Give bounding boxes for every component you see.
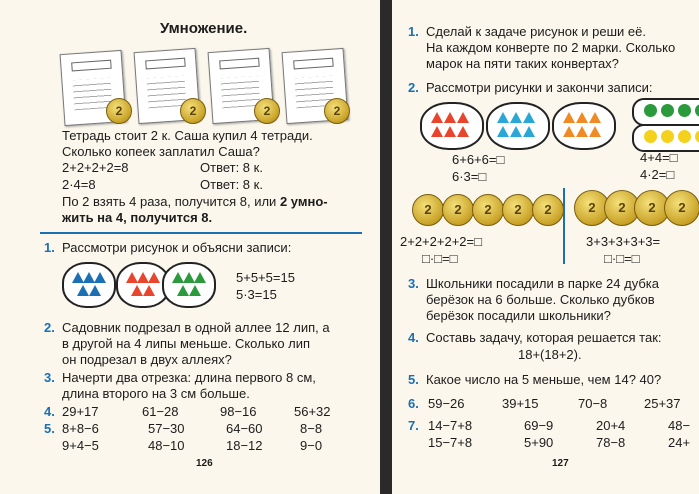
exercise-text: марок на пяти таких конвертах? [426, 56, 619, 71]
exercise-text: он подрезал в двух аллеях? [62, 352, 232, 367]
answer-text: Ответ: 8 к. [200, 177, 263, 192]
exercise-text: берёзок посадили школьники? [426, 308, 611, 323]
coin-image: 2 [664, 190, 699, 226]
expression: 18−12 [226, 438, 263, 453]
dot-shape [661, 130, 674, 143]
expression: 48− [668, 418, 691, 433]
triangle-shape [563, 112, 575, 123]
expression: 5+90 [524, 435, 554, 450]
triangle-shape [457, 126, 469, 137]
page-number: 126 [196, 458, 213, 469]
exercise-text: Рассмотри рисунки и закончи записи: [426, 80, 653, 95]
lesson-title: Умножение. [160, 20, 248, 37]
expression: 9+4−5 [62, 438, 99, 453]
triangle-shape [497, 126, 509, 137]
triangle-group [62, 262, 116, 308]
exercise-text: в другой на 4 липы меньше. Сколько лип [62, 336, 311, 351]
answer-text: Ответ: 8 к. [200, 160, 263, 175]
expression: 98−16 [220, 404, 257, 419]
record-line: 6+6+6=□ [452, 152, 505, 167]
triangle-group [420, 102, 484, 150]
exercise-text: берёзок на 6 больше. Сколько дубков [426, 292, 655, 307]
equation-sum: 2+2+2+2=8 [62, 160, 129, 175]
exercise-number: 3. [44, 370, 55, 385]
exercise-number: 1. [408, 24, 419, 39]
exercise-number: 4. [44, 404, 55, 419]
triangle-shape [431, 126, 443, 137]
dot-shape [644, 104, 657, 117]
rule-text [62, 194, 328, 210]
triangle-shape [77, 285, 89, 296]
expression: 78−8 [596, 435, 626, 450]
rule-bold-line: жить на 4, получится 8. [62, 210, 213, 225]
expression: 70−8 [578, 396, 608, 411]
expression: 14−7+8 [428, 418, 473, 433]
right-page [392, 0, 699, 494]
exercise-text: Рассмотри рисунок и объясни записи: [62, 240, 292, 255]
triangle-shape [510, 112, 522, 123]
triangle-shape [444, 126, 456, 137]
coin-image: 2 [604, 190, 640, 226]
expression: 29+17 [62, 404, 99, 419]
exercise-number: 7. [408, 418, 419, 433]
rule-plain: По 2 взять 4 раза, получится 8, или [62, 194, 277, 209]
expression: 24+ [668, 435, 691, 450]
rule-bold: 2 умно- [279, 194, 328, 209]
coin-image: 2 [472, 194, 504, 226]
expression: 48−10 [148, 438, 185, 453]
exercise-number: 2. [408, 80, 419, 95]
coin-image: 2 [502, 194, 534, 226]
record-line: 4+4=□ [640, 150, 678, 165]
triangle-shape [589, 112, 601, 123]
dot-group [632, 124, 699, 152]
coin-image: 2 [442, 194, 474, 226]
expression: 8−8 [300, 421, 323, 436]
expression: 9−0 [300, 438, 323, 453]
exercise-number: 3. [408, 276, 419, 291]
triangle-shape [457, 112, 469, 123]
expression: 59−26 [428, 396, 465, 411]
triangle-group [552, 102, 616, 150]
expression: 64−60 [226, 421, 263, 436]
exercise-text: Какое число на 5 меньше, чем 14? 40? [426, 372, 662, 387]
triangle-shape [523, 112, 535, 123]
page-number: 127 [552, 458, 569, 469]
intro-line: Тетрадь стоит 2 к. Саша купил 4 тетради. [62, 128, 313, 143]
triangle-shape [497, 112, 509, 123]
expression: 25+37 [644, 396, 681, 411]
coin-image: 2 [634, 190, 670, 226]
dot-shape [678, 130, 691, 143]
expression: 18+(18+2). [518, 347, 582, 362]
dot-shape [644, 130, 657, 143]
expression: 20+4 [596, 418, 626, 433]
coin-image: 2 [324, 98, 350, 124]
triangle-shape [177, 285, 189, 296]
expression: 69−9 [524, 418, 554, 433]
exercise-number: 2. [44, 320, 55, 335]
coin-image: 2 [574, 190, 610, 226]
expression: 8+8−6 [62, 421, 99, 436]
record-line: 2+2+2+2+2=□ [400, 234, 482, 249]
triangle-shape [148, 272, 160, 283]
record-line: □·□=□ [422, 251, 458, 266]
triangle-shape [131, 285, 143, 296]
triangle-shape [510, 126, 522, 137]
coin-image: 2 [254, 98, 280, 124]
exercise-text: Начерти два отрезка: длина первого 8 см, [62, 370, 316, 385]
triangle-shape [89, 285, 101, 296]
exercise-text: Сделай к задаче рисунок и реши её. [426, 24, 647, 39]
expression: 61−28 [142, 404, 179, 419]
dot-group [632, 98, 699, 126]
triangle-shape [523, 126, 535, 137]
coin-image: 2 [412, 194, 444, 226]
exercise-text: Садовник подрезал в одной аллее 12 лип, а [62, 320, 330, 335]
expression: 15−7+8 [428, 435, 473, 450]
exercise-text: Школьники посадили в парке 24 дубка [426, 276, 660, 291]
triangle-shape [563, 126, 575, 137]
expression: 39+15 [502, 396, 539, 411]
equation: 5·3=15 [236, 287, 277, 302]
dot-shape [661, 104, 674, 117]
exercise-number: 1. [44, 240, 55, 255]
dot-shape [695, 104, 699, 117]
triangle-shape [194, 272, 206, 283]
triangle-shape [576, 126, 588, 137]
exercise-text: Составь задачу, которая решается так: [426, 330, 662, 345]
coin-image: 2 [532, 194, 564, 226]
triangle-shape [576, 112, 588, 123]
exercise-text: длина второго на 3 см больше. [62, 386, 250, 401]
equation-product: 2·4=8 [62, 177, 96, 192]
coin-image: 2 [180, 98, 206, 124]
dot-shape [695, 130, 699, 143]
triangle-shape [444, 112, 456, 123]
record-line: □·□=□ [604, 251, 640, 266]
triangle-shape [589, 126, 601, 137]
record-line: 4·2=□ [640, 167, 675, 182]
equation: 5+5+5=15 [236, 270, 295, 285]
exercise-number: 5. [44, 421, 55, 436]
section-divider [563, 188, 565, 264]
coin-image: 2 [106, 98, 132, 124]
exercise-number: 4. [408, 330, 419, 345]
record-line: 3+3+3+3+3= [586, 234, 661, 249]
section-divider [40, 232, 362, 234]
intro-line: Сколько копеек заплатил Саша? [62, 144, 260, 159]
record-line: 6·3=□ [452, 169, 487, 184]
triangle-group [486, 102, 550, 150]
dot-shape [678, 104, 691, 117]
exercise-number: 5. [408, 372, 419, 387]
triangle-group [162, 262, 216, 308]
exercise-number: 6. [408, 396, 419, 411]
triangle-shape [431, 112, 443, 123]
expression: 56+32 [294, 404, 331, 419]
exercise-text: На каждом конверте по 2 марки. Сколько [426, 40, 676, 55]
triangle-shape [94, 272, 106, 283]
triangle-shape [143, 285, 155, 296]
triangle-shape [189, 285, 201, 296]
expression: 57−30 [148, 421, 185, 436]
